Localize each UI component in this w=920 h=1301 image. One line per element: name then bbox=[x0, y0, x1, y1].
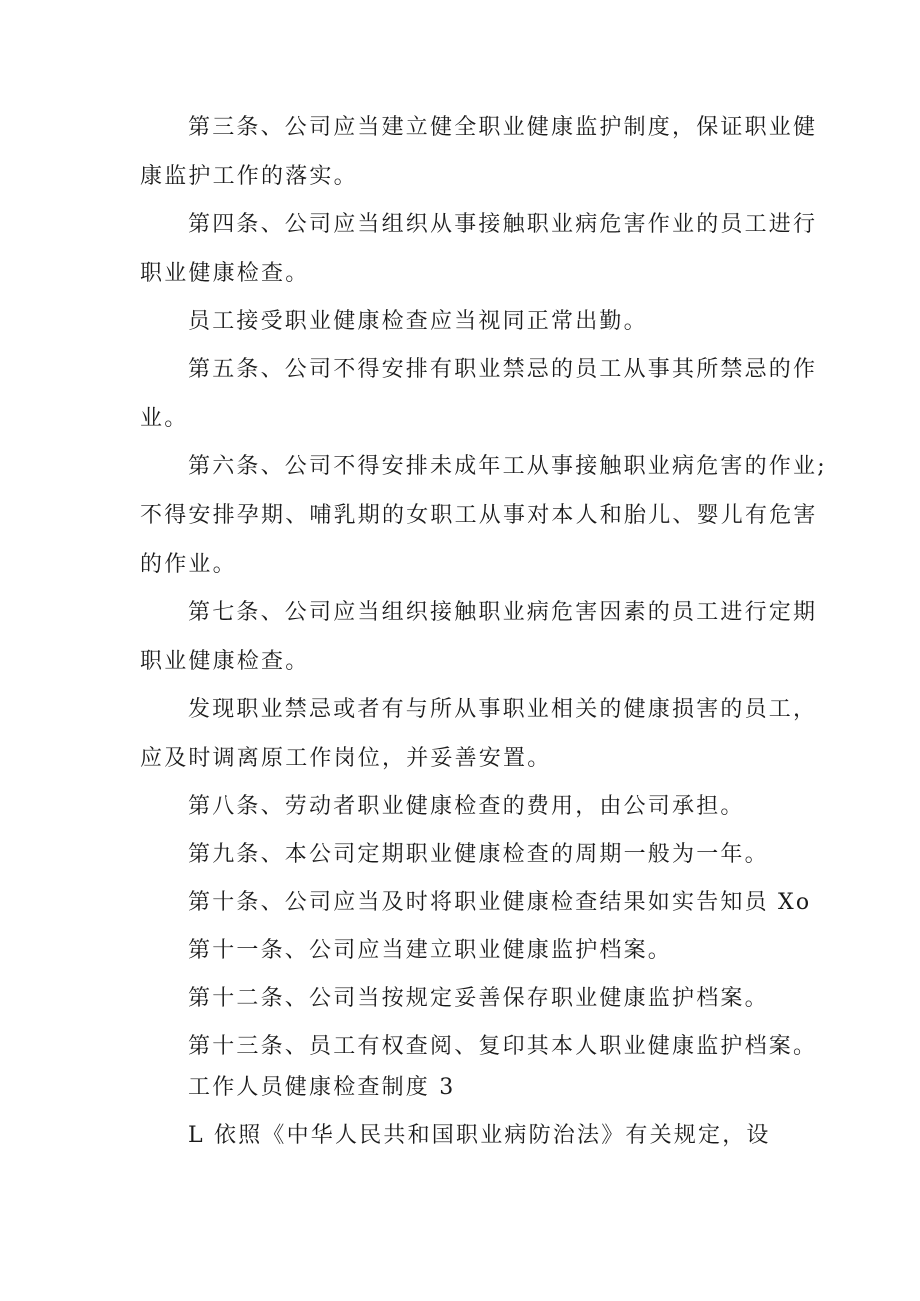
article-3-line-2: 康监护工作的落实。 bbox=[140, 164, 358, 189]
article-11: 第十一条、公司应当建立职业健康监护档案。 bbox=[188, 938, 673, 963]
article-7-note-line-2: 应及时调离原工作岗位，并妥善安置。 bbox=[140, 746, 552, 771]
article-5-line-1: 第五条、公司不得安排有职业禁忌的员工从事其所禁忌的作 bbox=[188, 357, 818, 382]
article-7-line-2: 职业健康检查。 bbox=[140, 649, 310, 674]
article-8: 第八条、劳动者职业健康检查的费用，由公司承担。 bbox=[188, 794, 745, 819]
article-7-note-line-1: 发现职业禁忌或者有与所从事职业相关的健康损害的员工， bbox=[188, 697, 818, 722]
article-4-note: 员工接受职业健康检查应当视同正常出勤。 bbox=[188, 309, 648, 334]
article-6-line-3: 的作业。 bbox=[140, 552, 237, 577]
article-6-line-2: 不得安排孕期、哺乳期的女职工从事对本人和胎儿、婴儿有危害 bbox=[140, 503, 818, 528]
article-12: 第十二条、公司当按规定妥善保存职业健康监护档案。 bbox=[188, 986, 769, 1011]
article-9: 第九条、本公司定期职业健康检查的周期一般为一年。 bbox=[188, 842, 769, 867]
article-4-line-1: 第四条、公司应当组织从事接触职业病危害作业的员工进行 bbox=[188, 212, 818, 237]
article-4-line-2: 职业健康检查。 bbox=[140, 261, 310, 286]
article-5-line-2: 业。 bbox=[140, 406, 189, 431]
article-3-line-1: 第三条、公司应当建立健全职业健康监护制度，保证职业健 bbox=[188, 115, 818, 140]
section-item-1: L 依照《中华人民共和国职业病防治法》有关规定，设 bbox=[188, 1123, 771, 1148]
document-page bbox=[140, 113, 827, 1151]
article-6-line-1: 第六条、公司不得安排未成年工从事接触职业病危害的作业; bbox=[188, 454, 827, 479]
article-13: 第十三条、员工有权查阅、复印其本人职业健康监护档案。 bbox=[188, 1034, 818, 1059]
article-7-line-1: 第七条、公司应当组织接触职业病危害因素的员工进行定期 bbox=[188, 600, 818, 625]
article-10: 第十条、公司应当及时将职业健康检查结果如实告知员 Xo bbox=[188, 890, 812, 915]
section-heading: 工作人员健康检查制度 3 bbox=[188, 1075, 456, 1100]
